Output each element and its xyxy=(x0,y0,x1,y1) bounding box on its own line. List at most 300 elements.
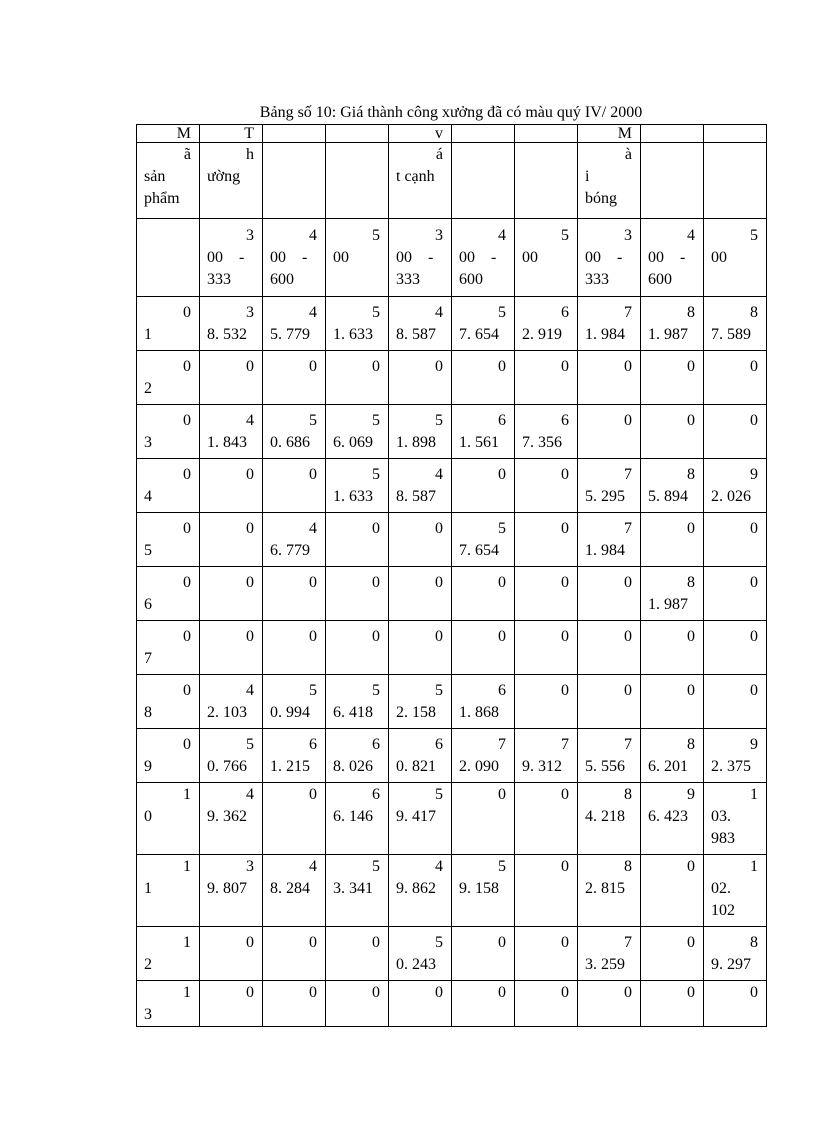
cell-rest: 9. 158 xyxy=(459,880,499,897)
cell-rest: 5 xyxy=(144,542,152,559)
cell-rest: sản phẩm xyxy=(144,168,180,207)
cell-lead-digit: 0 xyxy=(183,574,191,591)
cell-rest: 00 xyxy=(522,249,538,266)
table-cell xyxy=(389,783,452,855)
cell-lead-digit: 5 xyxy=(435,412,443,429)
table-cell xyxy=(515,855,578,927)
table-cell xyxy=(326,729,389,783)
table-cell xyxy=(263,675,326,729)
table-cell xyxy=(200,351,263,405)
table-row xyxy=(137,855,767,927)
table-row xyxy=(137,351,767,405)
table-cell xyxy=(263,351,326,405)
table-cell xyxy=(263,981,326,1027)
table-cell xyxy=(326,927,389,981)
cell-lead-digit: 5 xyxy=(435,682,443,699)
cell-rest: 00 - 600 xyxy=(648,249,686,288)
table-cell xyxy=(578,297,641,351)
cell-lead-digit: 0 xyxy=(687,412,695,429)
table-cell xyxy=(389,729,452,783)
cell-lead-digit: 0 xyxy=(561,466,569,483)
table-cell xyxy=(389,513,452,567)
cell-lead-digit: 1 xyxy=(750,786,758,803)
table-cell xyxy=(137,459,200,513)
table-cell xyxy=(326,567,389,621)
cell-rest: 7 xyxy=(144,650,152,667)
table-cell xyxy=(515,981,578,1027)
table-cell xyxy=(578,855,641,927)
table-cell xyxy=(515,405,578,459)
table-cell xyxy=(137,783,200,855)
table-cell xyxy=(452,783,515,855)
table-cell xyxy=(578,405,641,459)
table-cell xyxy=(326,855,389,927)
cell-lead-digit: 0 xyxy=(750,682,758,699)
cell-rest: 7. 589 xyxy=(711,326,751,343)
cell-rest: 9 xyxy=(144,758,152,775)
table-cell xyxy=(704,855,767,927)
table-cell xyxy=(200,783,263,855)
table-cell xyxy=(326,405,389,459)
cell-rest: 3. 341 xyxy=(333,880,373,897)
table-cell xyxy=(137,351,200,405)
table-cell xyxy=(326,143,389,219)
table-cell xyxy=(326,675,389,729)
cell-lead-digit: 7 xyxy=(624,736,632,753)
table-cell xyxy=(263,621,326,675)
cell-rest: 2. 815 xyxy=(585,880,625,897)
cost-table-body xyxy=(137,125,767,1027)
table-cell xyxy=(578,675,641,729)
cell-rest: 8. 587 xyxy=(396,326,436,343)
cell-lead-digit: 0 xyxy=(561,934,569,951)
cell-lead-digit: 0 xyxy=(309,358,317,375)
table-cell xyxy=(200,125,263,143)
cell-lead-digit: 8 xyxy=(687,574,695,591)
table-cell xyxy=(389,143,452,219)
table-cell xyxy=(200,143,263,219)
cell-lead-digit: 0 xyxy=(372,358,380,375)
cell-rest: 9. 862 xyxy=(396,880,436,897)
cell-lead-digit: 0 xyxy=(687,520,695,537)
cell-rest: 6. 418 xyxy=(333,704,373,721)
cell-rest: 1. 984 xyxy=(585,542,625,559)
table-cell xyxy=(641,783,704,855)
table-row xyxy=(137,621,767,675)
cell-lead-digit: 6 xyxy=(561,304,569,321)
table-cell xyxy=(641,729,704,783)
cell-lead-digit: 0 xyxy=(624,358,632,375)
cell-lead-digit: 7 xyxy=(624,466,632,483)
table-cell xyxy=(137,513,200,567)
cell-lead-digit: 0 xyxy=(309,628,317,645)
cell-lead-digit: 3 xyxy=(246,858,254,875)
table-cell xyxy=(326,981,389,1027)
cell-rest: 4. 218 xyxy=(585,808,625,825)
cell-rest: 5. 894 xyxy=(648,488,688,505)
table-cell xyxy=(137,567,200,621)
cell-rest: 8. 026 xyxy=(333,758,373,775)
cell-lead-digit: 6 xyxy=(372,786,380,803)
cell-lead-digit: 0 xyxy=(561,858,569,875)
cell-lead-digit: 4 xyxy=(498,227,506,244)
cell-rest: 1. 868 xyxy=(459,704,499,721)
cell-lead-digit: 0 xyxy=(309,466,317,483)
cell-rest: 5. 556 xyxy=(585,758,625,775)
cell-lead-digit: 5 xyxy=(309,412,317,429)
table-cell xyxy=(200,297,263,351)
cell-lead-digit: 5 xyxy=(372,858,380,875)
cell-rest: 0. 243 xyxy=(396,956,436,973)
table-cell xyxy=(515,297,578,351)
cell-rest: 9. 362 xyxy=(207,808,247,825)
table-row xyxy=(137,981,767,1027)
cell-rest: 1. 561 xyxy=(459,434,499,451)
table-cell xyxy=(263,405,326,459)
cell-lead-digit: 0 xyxy=(498,574,506,591)
table-cell xyxy=(452,729,515,783)
cell-lead-digit: 0 xyxy=(624,984,632,1001)
cell-lead-digit: 5 xyxy=(498,858,506,875)
table-cell xyxy=(704,143,767,219)
cell-lead-digit: 0 xyxy=(498,934,506,951)
table-cell xyxy=(389,621,452,675)
cell-lead-digit: á xyxy=(435,146,443,163)
table-cell xyxy=(137,855,200,927)
table-cell xyxy=(200,981,263,1027)
table-cell xyxy=(263,729,326,783)
cell-lead-digit: 1 xyxy=(183,934,191,951)
cell-lead-digit: 7 xyxy=(561,736,569,753)
cell-lead-digit: 1 xyxy=(750,858,758,875)
cell-rest: 2. 919 xyxy=(522,326,562,343)
cell-rest: 8. 587 xyxy=(396,488,436,505)
cell-lead-digit: 0 xyxy=(687,628,695,645)
table-cell xyxy=(704,459,767,513)
table-cell xyxy=(452,125,515,143)
cell-lead-digit: 5 xyxy=(561,227,569,244)
cell-lead-digit: 0 xyxy=(498,786,506,803)
table-cell xyxy=(326,621,389,675)
table-cell xyxy=(326,351,389,405)
cell-lead-digit: 5 xyxy=(309,682,317,699)
table-cell xyxy=(326,297,389,351)
table-cell xyxy=(641,513,704,567)
table-cell xyxy=(389,567,452,621)
cell-lead-digit: 8 xyxy=(624,786,632,803)
cell-lead-digit: 0 xyxy=(561,786,569,803)
table-row xyxy=(137,675,767,729)
table-cell xyxy=(578,143,641,219)
cell-lead-digit: 5 xyxy=(372,304,380,321)
cell-lead-digit: 0 xyxy=(183,682,191,699)
cell-rest: 03. 983 xyxy=(711,808,735,847)
cell-lead-digit: 0 xyxy=(498,358,506,375)
table-cell xyxy=(452,981,515,1027)
cell-rest: 00 - 600 xyxy=(270,249,308,288)
cell-lead-digit: 1 xyxy=(183,984,191,1001)
table-cell xyxy=(326,513,389,567)
cell-rest: i bóng xyxy=(585,168,617,207)
table-cell xyxy=(641,297,704,351)
table-cell xyxy=(263,459,326,513)
cell-lead-digit: 0 xyxy=(750,984,758,1001)
cell-lead-digit: 9 xyxy=(750,466,758,483)
cell-rest: 6. 779 xyxy=(270,542,310,559)
table-cell xyxy=(263,297,326,351)
cell-lead-digit: 0 xyxy=(372,520,380,537)
cell-lead-digit: 6 xyxy=(561,412,569,429)
table-cell xyxy=(704,125,767,143)
cell-lead-digit: M xyxy=(176,125,191,142)
cell-lead-digit: 6 xyxy=(435,736,443,753)
cell-rest: 1. 898 xyxy=(396,434,436,451)
table-cell xyxy=(704,513,767,567)
table-cell xyxy=(578,513,641,567)
table-cell xyxy=(137,621,200,675)
cell-lead-digit: 0 xyxy=(624,628,632,645)
table-cell xyxy=(263,125,326,143)
cell-rest: 3 xyxy=(144,434,152,451)
cell-rest: 5. 779 xyxy=(270,326,310,343)
cell-lead-digit: 0 xyxy=(435,520,443,537)
cell-lead-digit: 0 xyxy=(435,358,443,375)
cell-lead-digit: 4 xyxy=(309,304,317,321)
cell-rest: 6. 146 xyxy=(333,808,373,825)
cell-lead-digit: 4 xyxy=(435,304,443,321)
cell-lead-digit: 0 xyxy=(246,628,254,645)
cell-rest: 8 xyxy=(144,704,152,721)
table-cell xyxy=(200,729,263,783)
cell-lead-digit: 5 xyxy=(246,736,254,753)
cell-rest: 8. 532 xyxy=(207,326,247,343)
table-cell xyxy=(263,219,326,297)
cell-lead-digit: 0 xyxy=(498,628,506,645)
table-cell xyxy=(326,125,389,143)
cell-lead-digit: 0 xyxy=(561,574,569,591)
cell-rest: 00 - 333 xyxy=(585,249,623,288)
table-cell xyxy=(200,927,263,981)
cell-lead-digit: 0 xyxy=(246,358,254,375)
cell-lead-digit: h xyxy=(246,146,254,163)
cell-lead-digit: v xyxy=(435,125,443,142)
cell-lead-digit: 0 xyxy=(372,574,380,591)
cell-rest: 1. 987 xyxy=(648,596,688,613)
cell-lead-digit: 8 xyxy=(687,466,695,483)
cell-lead-digit: M xyxy=(617,125,632,142)
table-cell xyxy=(389,219,452,297)
cell-rest: 2. 103 xyxy=(207,704,247,721)
cell-lead-digit: 0 xyxy=(309,574,317,591)
table-cell xyxy=(515,783,578,855)
cell-lead-digit: 0 xyxy=(372,984,380,1001)
cell-lead-digit: 0 xyxy=(435,984,443,1001)
table-cell xyxy=(200,513,263,567)
cell-lead-digit: 0 xyxy=(246,984,254,1001)
table-cell xyxy=(137,143,200,219)
cell-lead-digit: 0 xyxy=(561,358,569,375)
cell-rest: 3. 259 xyxy=(585,956,625,973)
table-cell xyxy=(704,567,767,621)
cell-lead-digit: 7 xyxy=(498,736,506,753)
cell-lead-digit: 0 xyxy=(750,412,758,429)
table-cell xyxy=(515,219,578,297)
table-cell xyxy=(578,729,641,783)
cell-lead-digit: 1 xyxy=(183,786,191,803)
cell-lead-digit: 1 xyxy=(183,858,191,875)
cell-lead-digit: 0 xyxy=(624,412,632,429)
cell-rest: 4 xyxy=(144,488,152,505)
table-cell xyxy=(641,621,704,675)
cell-lead-digit: 0 xyxy=(561,628,569,645)
cell-lead-digit: 3 xyxy=(435,227,443,244)
cell-lead-digit: 0 xyxy=(183,736,191,753)
table-cell xyxy=(389,351,452,405)
table-cell xyxy=(389,927,452,981)
table-cell xyxy=(578,567,641,621)
cell-rest: 7. 654 xyxy=(459,542,499,559)
cell-lead-digit: à xyxy=(624,146,632,163)
header-row xyxy=(137,125,767,143)
table-cell xyxy=(704,729,767,783)
cell-rest: 00 xyxy=(711,249,727,266)
cell-rest: 1. 843 xyxy=(207,434,247,451)
table-cell xyxy=(200,567,263,621)
cell-rest: 1. 987 xyxy=(648,326,688,343)
cell-rest: 0. 766 xyxy=(207,758,247,775)
cell-lead-digit: 0 xyxy=(687,858,695,875)
cell-lead-digit: 4 xyxy=(309,227,317,244)
table-cell xyxy=(452,513,515,567)
table-cell xyxy=(515,125,578,143)
table-cell xyxy=(137,981,200,1027)
table-cell xyxy=(515,513,578,567)
table-cell xyxy=(578,981,641,1027)
cell-lead-digit: 5 xyxy=(372,466,380,483)
table-cell xyxy=(704,405,767,459)
cell-lead-digit: 0 xyxy=(183,628,191,645)
cell-lead-digit: 5 xyxy=(372,227,380,244)
table-cell xyxy=(704,783,767,855)
cell-rest: 2. 375 xyxy=(711,758,751,775)
cell-lead-digit: 8 xyxy=(687,304,695,321)
cell-rest: 6. 201 xyxy=(648,758,688,775)
cell-lead-digit: 5 xyxy=(435,786,443,803)
table-cell xyxy=(452,675,515,729)
cell-lead-digit: 0 xyxy=(750,574,758,591)
table-cell xyxy=(641,459,704,513)
cell-lead-digit: 0 xyxy=(498,984,506,1001)
table-cell xyxy=(704,297,767,351)
table-cell xyxy=(704,927,767,981)
table-row xyxy=(137,405,767,459)
table-cell xyxy=(389,405,452,459)
table-cell xyxy=(389,459,452,513)
table-cell xyxy=(200,459,263,513)
cell-lead-digit: 5 xyxy=(372,682,380,699)
cell-lead-digit: 8 xyxy=(750,304,758,321)
table-cell xyxy=(641,405,704,459)
cell-rest: 2 xyxy=(144,380,152,397)
table-cell xyxy=(641,675,704,729)
table-cell xyxy=(137,675,200,729)
cell-rest: 3 xyxy=(144,1006,152,1023)
table-cell xyxy=(263,143,326,219)
cell-lead-digit: 0 xyxy=(624,682,632,699)
cell-rest: 6. 423 xyxy=(648,808,688,825)
cell-rest: ường xyxy=(207,168,241,185)
cell-lead-digit: 0 xyxy=(183,412,191,429)
table-cell xyxy=(641,125,704,143)
table-cell xyxy=(263,855,326,927)
table-cell xyxy=(263,567,326,621)
table-cell xyxy=(641,981,704,1027)
cell-lead-digit: 0 xyxy=(750,520,758,537)
cell-lead-digit: 5 xyxy=(750,227,758,244)
cell-rest: 2. 026 xyxy=(711,488,751,505)
cell-lead-digit: 0 xyxy=(624,574,632,591)
cell-lead-digit: 9 xyxy=(750,736,758,753)
cell-lead-digit: 7 xyxy=(624,304,632,321)
table-cell xyxy=(326,459,389,513)
cell-rest: 9. 297 xyxy=(711,956,751,973)
table-cell xyxy=(641,143,704,219)
cell-rest: 6 xyxy=(144,596,152,613)
table-row xyxy=(137,297,767,351)
table-cell xyxy=(326,783,389,855)
cell-lead-digit: 0 xyxy=(687,984,695,1001)
cell-rest: 7. 654 xyxy=(459,326,499,343)
cell-lead-digit: 0 xyxy=(183,466,191,483)
cell-lead-digit: 5 xyxy=(372,412,380,429)
cell-lead-digit: 0 xyxy=(750,358,758,375)
cell-rest: 6. 069 xyxy=(333,434,373,451)
table-cell xyxy=(263,513,326,567)
table-cell xyxy=(200,621,263,675)
cell-rest: 1. 984 xyxy=(585,326,625,343)
table-cell xyxy=(137,297,200,351)
cell-lead-digit: 0 xyxy=(309,786,317,803)
cell-lead-digit: 6 xyxy=(372,736,380,753)
table-cell xyxy=(578,351,641,405)
cell-lead-digit: 0 xyxy=(246,574,254,591)
cell-rest: 1 xyxy=(144,326,152,343)
table-cell xyxy=(452,405,515,459)
table-cell xyxy=(578,927,641,981)
table-cell xyxy=(452,567,515,621)
cell-rest: t cạnh xyxy=(396,168,435,185)
cell-lead-digit: 4 xyxy=(246,412,254,429)
cell-rest: 2. 158 xyxy=(396,704,436,721)
cell-lead-digit: 4 xyxy=(309,520,317,537)
cell-lead-digit: 0 xyxy=(372,934,380,951)
cell-rest: 0. 821 xyxy=(396,758,436,775)
table-cell xyxy=(137,405,200,459)
cell-lead-digit: 5 xyxy=(435,934,443,951)
header-row xyxy=(137,143,767,219)
table-cell xyxy=(641,927,704,981)
table-cell xyxy=(137,927,200,981)
table-cell xyxy=(263,927,326,981)
cell-rest: 1 xyxy=(144,880,152,897)
cell-lead-digit: 4 xyxy=(246,682,254,699)
table-cell xyxy=(200,219,263,297)
table-row xyxy=(137,783,767,855)
table-cell xyxy=(452,927,515,981)
table-cell xyxy=(452,351,515,405)
cell-lead-digit: 8 xyxy=(750,934,758,951)
cell-lead-digit: 5 xyxy=(498,304,506,321)
